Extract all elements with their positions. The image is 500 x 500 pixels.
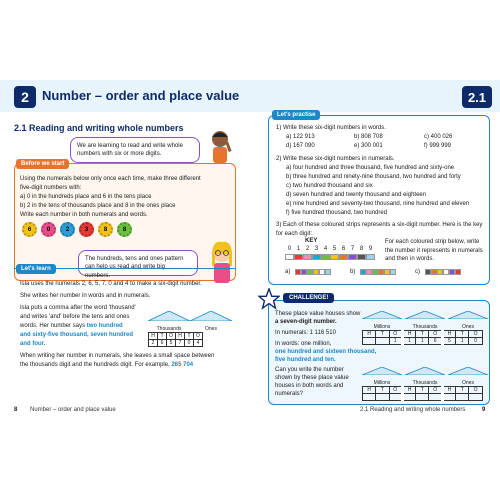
color-strip-a — [295, 269, 331, 275]
footer-right: 2.1 Reading and writing whole numbers — [360, 407, 466, 413]
pv-cell: O — [469, 387, 482, 394]
before-line-1: Using the numerals below only once each time, make three different — [20, 176, 201, 182]
pv-cell: 1 — [416, 338, 429, 345]
boy-illustration-icon — [205, 128, 235, 168]
challenge-tab: CHALLENGE! — [283, 293, 334, 303]
before-line-4: b) 2 in the tens of thousands place and 8 in the ones place — [20, 203, 176, 209]
pv-header-ones: Ones — [205, 326, 217, 332]
q2-item: f) five hundred thousand, two hundred — [286, 210, 388, 216]
house-roof-icon — [362, 311, 488, 319]
learn-line-4: and writes 'and' before the tens and ones — [20, 314, 130, 320]
key-digits — [285, 245, 375, 254]
ch-header: Millions — [373, 324, 391, 330]
key-swatch — [348, 254, 357, 260]
q2-item: b) three hundred and ninety-nine thousand, two hundred and forty — [286, 174, 461, 180]
challenge-pv-table-bottom — [362, 386, 483, 401]
key-label: KEY — [305, 238, 318, 244]
learn-line-5: words. Her number says two hundred — [20, 323, 123, 329]
pv-cell: O — [429, 387, 442, 394]
pv-cell — [442, 394, 455, 401]
key-swatch — [321, 254, 330, 260]
pv-cell: 1 — [402, 338, 415, 345]
pv-cell: T — [456, 331, 469, 338]
challenge-line: Can you write the number — [275, 367, 344, 373]
before-line-5: Write each number in both numerals and words. — [20, 212, 148, 218]
before-we-start-tab: Before we start — [16, 159, 69, 169]
pv-cell: 5 — [442, 338, 455, 345]
pv-cell — [376, 394, 389, 401]
pv-cell: O — [429, 331, 442, 338]
key-colors — [285, 254, 375, 260]
pv-digit: 0 — [185, 340, 194, 347]
key-digit: 1 — [296, 246, 301, 252]
pv-cell: H — [402, 387, 415, 394]
gear-icon: 0 — [41, 222, 56, 237]
pv-cell: O — [389, 387, 402, 394]
ch-header: Ones — [462, 324, 474, 330]
pv-cell: H — [363, 387, 376, 394]
strip-label-c: c) — [415, 269, 420, 275]
gear-icon: 8 — [98, 222, 113, 237]
key-swatch — [366, 254, 375, 260]
pv-cell — [456, 394, 469, 401]
pv-col: O — [194, 333, 203, 340]
pv-cell: H — [442, 387, 455, 394]
pv-digit: 5 — [167, 340, 176, 347]
key-digit: 6 — [341, 246, 346, 252]
section-title: 2.1 Reading and writing whole numbers — [14, 123, 184, 133]
q2-item: e) nine hundred and seventy-two thousand, nine hundred and eleven — [286, 201, 470, 207]
star-icon — [258, 288, 280, 310]
challenge-line: In words: one million, — [275, 341, 332, 347]
pv-cell — [402, 394, 415, 401]
challenge-line: one hundred and sixteen thousand, — [275, 349, 377, 355]
strip-label-a: a) — [285, 269, 291, 275]
chapter-title: Number – order and place value — [42, 88, 240, 103]
key-swatch — [294, 254, 303, 260]
numeral-gears — [22, 222, 132, 237]
q1-item: e) 300 001 — [354, 143, 383, 149]
lets-learn-tab: Let's learn — [16, 264, 56, 274]
pv-cell: O — [469, 331, 482, 338]
learn-line-3: Isla puts a comma after the word 'thousand' — [20, 305, 136, 311]
pv-cell: 0 — [469, 338, 482, 345]
place-value-houses — [148, 308, 232, 347]
key-swatch — [303, 254, 312, 260]
q1-item: a) 122 913 — [286, 134, 315, 140]
ch-header: Millions — [373, 380, 391, 386]
before-line-2: five-digit numbers with: — [20, 185, 82, 191]
ch-header: Ones — [462, 380, 474, 386]
section-badge: 2.1 — [462, 86, 492, 108]
pv-cell — [416, 394, 429, 401]
strip-cell — [325, 269, 331, 275]
challenge-line: These place value houses show — [275, 311, 361, 317]
color-strip-b — [360, 269, 396, 275]
key-digit: 5 — [332, 246, 337, 252]
pv-cell — [363, 338, 376, 345]
key-swatch — [312, 254, 321, 260]
gear-icon: 2 — [60, 222, 75, 237]
pv-cell: H — [363, 331, 376, 338]
q1-item: d) 167 090 — [286, 143, 315, 149]
pv-digit: 2 — [149, 340, 158, 347]
ch-header: Thousands — [412, 324, 438, 330]
pv-digit: 4 — [194, 340, 203, 347]
q2-item: a) four hundred and three thousand, five hundred and sixty-one — [286, 165, 455, 171]
challenge-pv-houses-top — [362, 306, 488, 345]
q1-item: c) 400 026 — [424, 134, 453, 140]
key-digit: 7 — [350, 246, 355, 252]
key-digit: 3 — [314, 246, 319, 252]
pv-table — [148, 332, 203, 347]
pv-cell — [469, 394, 482, 401]
challenge-line: houses in both words and — [275, 383, 344, 389]
lets-practise-tab: Let's practise — [272, 110, 320, 120]
key-digit: 4 — [323, 246, 328, 252]
key-swatch — [285, 254, 294, 260]
pv-cell — [429, 394, 442, 401]
pv-cell: 1 — [456, 338, 469, 345]
key-swatch — [339, 254, 348, 260]
pv-cell: 6 — [429, 338, 442, 345]
before-line-3: a) 0 in the hundreds place and 6 in the tens place — [20, 194, 152, 200]
q2-item: d) seven hundred and twenty thousand and eighteen — [286, 192, 427, 198]
pv-cell — [363, 394, 376, 401]
learn-line-8: When writing her number in numerals, she leaves a small space between — [20, 353, 215, 359]
gear-icon: 8 — [117, 222, 132, 237]
speech-bubble-2: The hundreds, tens and ones pattern can help us read and write big numbers. — [78, 250, 198, 276]
pv-digit: 6 — [158, 340, 167, 347]
key-digit: 8 — [359, 246, 364, 252]
pv-col: T — [158, 333, 167, 340]
footer-left: Number – order and place value — [30, 407, 116, 413]
question-3: 3) Each of these coloured strips represents a six-digit number. Here is the key for each digit: — [276, 222, 483, 237]
learn-line-1: Isla uses the numerals 2, 6, 5, 7, 0 and 4 to make a six-digit number. — [20, 281, 202, 287]
learn-line-2: She writes her number in words and in numerals. — [20, 293, 151, 299]
pv-cell — [376, 338, 389, 345]
challenge-line: In numerals: 1 116 510 — [275, 330, 336, 336]
question-2: 2) Write these six-digit numbers in numerals. — [276, 156, 395, 162]
ch-header: Thousands — [412, 380, 438, 386]
house-roof-icon — [148, 311, 232, 321]
q1-item: f) 999 999 — [424, 143, 452, 149]
challenge-line: five hundred and ten. — [275, 357, 336, 363]
page-number-right: 9 — [482, 407, 486, 413]
key-digit: 2 — [305, 246, 310, 252]
challenge-line: shown by these place value — [275, 375, 349, 381]
color-strip-c — [425, 269, 461, 275]
chapter-number-badge: 2 — [14, 86, 36, 108]
challenge-pv-table-top — [362, 330, 483, 345]
key-swatch — [330, 254, 339, 260]
key-digit: 9 — [368, 246, 373, 252]
pv-header-thousands: Thousands — [156, 326, 182, 332]
pv-cell: O — [389, 331, 402, 338]
question-1: 1) Write these six-digit numbers in words. — [276, 125, 386, 131]
q1-item: b) 808 708 — [354, 134, 383, 140]
strip-cell — [455, 269, 461, 275]
pv-digit: 7 — [176, 340, 185, 347]
pv-cell: H — [442, 331, 455, 338]
pv-col: H — [149, 333, 158, 340]
pv-cell: T — [456, 387, 469, 394]
pv-col: T — [185, 333, 194, 340]
challenge-line: numerals? — [275, 391, 304, 397]
gear-icon: 6 — [22, 222, 37, 237]
pv-cell: T — [376, 387, 389, 394]
strip-label-b: b) — [350, 269, 356, 275]
pv-col: H — [176, 333, 185, 340]
challenge-line: a seven-digit number. — [275, 319, 337, 325]
learn-line-9: the thousands digit and the hundreds digit. For example, 265 704 — [20, 362, 194, 368]
pv-cell: 1 — [389, 338, 402, 345]
q3-instructions: For each coloured strip below, write the number it represents in numerals and then in words. — [385, 239, 483, 263]
key-swatch — [357, 254, 366, 260]
pv-cell — [389, 394, 402, 401]
q2-item: c) two hundred thousand and six — [286, 183, 373, 189]
page-number-left: 8 — [14, 407, 18, 413]
pv-cell: T — [416, 387, 429, 394]
speech-bubble: We are learning to read and write whole numbers with six or more digits. — [70, 137, 200, 163]
challenge-pv-houses-bottom — [362, 362, 488, 401]
key-digit: 0 — [287, 246, 292, 252]
house-roof-icon — [362, 367, 488, 375]
pv-cell: T — [376, 331, 389, 338]
gear-icon: 3 — [79, 222, 94, 237]
learn-line-6: and sixty-five thousand, seven hundred — [20, 332, 134, 338]
pv-cell: H — [402, 331, 415, 338]
learn-line-7: and four. — [20, 341, 46, 347]
pv-cell: T — [416, 331, 429, 338]
pv-col: O — [167, 333, 176, 340]
strip-cell — [390, 269, 396, 275]
